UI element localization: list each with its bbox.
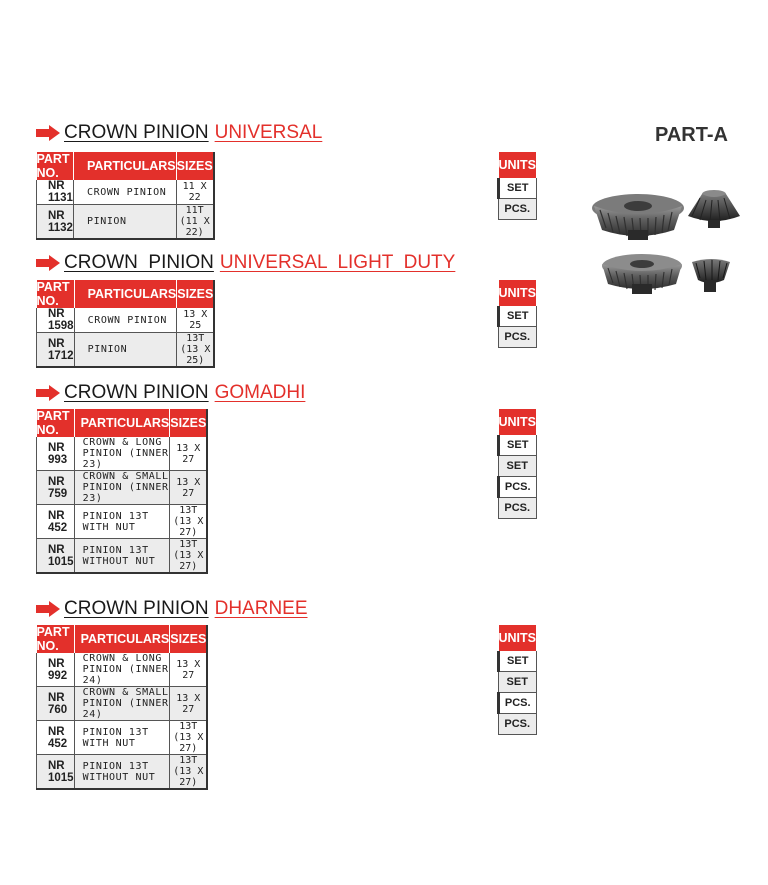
particulars-cell: PINION — [73, 205, 176, 240]
size-cell: 13 X 27 — [170, 653, 208, 687]
column-header-particulars: PARTICULARS — [74, 625, 170, 653]
size-cell: 13T (13 X 27) — [170, 539, 208, 574]
parts-table — [36, 280, 215, 368]
section-title — [36, 252, 455, 274]
unit-cell: SET — [499, 435, 537, 456]
section-title-accent: UNIVERSAL LIGHT DUTY — [219, 252, 456, 273]
section-title-main: CROWN PINION — [64, 122, 209, 143]
section-title-accent: DHARNEE — [214, 598, 308, 619]
unit-cell: SET — [499, 672, 537, 693]
part-no-cell: NR 1015 — [37, 755, 75, 790]
column-header-units: UNITS — [499, 152, 537, 178]
part-no-cell: NR 1712 — [37, 333, 75, 368]
particulars-cell: CROWN & SMALL PINION (INNER 23) — [74, 471, 170, 505]
section-title-main: CROWN PINION — [64, 252, 214, 273]
parts-table — [36, 409, 208, 574]
section-title — [36, 122, 322, 144]
size-cell: 13 X 25 — [177, 308, 215, 333]
section-title — [36, 598, 308, 620]
unit-cell: SET — [499, 456, 537, 477]
crown-gear-large-bottom — [602, 254, 682, 294]
size-cell: 13T (13 X 25) — [177, 333, 215, 368]
unit-cell: PCS. — [499, 477, 537, 498]
part-no-cell: NR 1015 — [37, 539, 75, 574]
table-row — [37, 721, 208, 755]
part-no-cell: NR 760 — [37, 687, 75, 721]
table-row — [37, 180, 214, 205]
size-cell: 13T (13 X 27) — [170, 505, 208, 539]
table-row — [37, 333, 215, 368]
column-header-sizes: SIZES — [177, 280, 215, 308]
size-cell: 11T (11 X 22) — [176, 205, 214, 240]
units-table — [497, 625, 537, 735]
part-label: PART-A — [655, 124, 728, 146]
part-no-cell: NR 1598 — [37, 308, 75, 333]
pinion-gear-bottom — [692, 259, 730, 292]
part-no-cell: NR 1132 — [37, 205, 74, 240]
right-arrow-icon — [36, 385, 60, 401]
unit-cell: SET — [499, 178, 537, 199]
parts-table — [36, 625, 208, 790]
right-arrow-icon — [36, 255, 60, 271]
column-header-units: UNITS — [499, 625, 537, 651]
size-cell: 13T (13 X 27) — [170, 755, 208, 790]
particulars-cell: PINION 13T WITHOUT NUT — [74, 755, 170, 790]
size-cell: 13T (13 X 27) — [170, 721, 208, 755]
table-row — [37, 653, 208, 687]
column-header-particulars: PARTICULARS — [73, 152, 176, 180]
column-header-units: UNITS — [499, 280, 537, 306]
column-header-particulars: PARTICULARS — [74, 409, 170, 437]
part-no-cell: NR 992 — [37, 653, 75, 687]
crown-gear-large-top — [592, 194, 684, 240]
column-header-particulars: PARTICULARS — [74, 280, 177, 308]
column-header-part-no: PART NO. — [37, 409, 75, 437]
particulars-cell: PINION 13T WITH NUT — [74, 721, 170, 755]
particulars-cell: CROWN & LONG PINION (INNER 24) — [74, 653, 170, 687]
pinion-gear-top — [688, 190, 740, 228]
right-arrow-icon — [36, 601, 60, 617]
unit-cell: PCS. — [499, 714, 537, 735]
table-row — [37, 205, 214, 240]
unit-cell: SET — [499, 651, 537, 672]
table-row — [37, 505, 208, 539]
particulars-cell: CROWN PINION — [74, 308, 177, 333]
particulars-cell: PINION 13T WITHOUT NUT — [74, 539, 170, 574]
column-header-part-no: PART NO. — [37, 280, 75, 308]
section-title-accent: UNIVERSAL — [214, 122, 323, 143]
particulars-cell: PINION 13T WITH NUT — [74, 505, 170, 539]
table-row — [37, 755, 208, 790]
size-cell: 13 X 27 — [170, 687, 208, 721]
unit-cell: PCS. — [499, 327, 537, 348]
part-no-cell: NR 993 — [37, 437, 75, 471]
part-no-cell: NR 759 — [37, 471, 75, 505]
unit-cell: PCS. — [499, 498, 537, 519]
column-header-part-no: PART NO. — [37, 152, 74, 180]
table-row — [37, 687, 208, 721]
column-header-part-no: PART NO. — [37, 625, 75, 653]
particulars-cell: CROWN & LONG PINION (INNER 23) — [74, 437, 170, 471]
section-title-main: CROWN PINION — [64, 598, 209, 619]
table-row — [37, 437, 208, 471]
unit-cell: PCS. — [499, 693, 537, 714]
particulars-cell: PINION — [74, 333, 177, 368]
table-row — [37, 308, 215, 333]
part-no-cell: NR 1131 — [37, 180, 74, 205]
units-table — [497, 409, 537, 519]
table-row — [37, 471, 208, 505]
size-cell: 13 X 27 — [170, 471, 208, 505]
column-header-sizes: SIZES — [170, 409, 208, 437]
section-title — [36, 382, 305, 404]
size-cell: 13 X 27 — [170, 437, 208, 471]
table-row — [37, 539, 208, 574]
gear-set-image — [588, 170, 748, 310]
units-table — [497, 280, 537, 348]
unit-cell: PCS. — [499, 199, 537, 220]
particulars-cell: CROWN PINION — [73, 180, 176, 205]
part-no-cell: NR 452 — [37, 721, 75, 755]
units-table — [497, 152, 537, 220]
size-cell: 11 X 22 — [176, 180, 214, 205]
column-header-sizes: SIZES — [176, 152, 214, 180]
section-title-accent: GOMADHI — [214, 382, 306, 403]
right-arrow-icon — [36, 125, 60, 141]
parts-table — [36, 152, 215, 240]
column-header-sizes: SIZES — [170, 625, 208, 653]
section-title-main: CROWN PINION — [64, 382, 209, 403]
unit-cell: SET — [499, 306, 537, 327]
particulars-cell: CROWN & SMALL PINION (INNER 24) — [74, 687, 170, 721]
column-header-units: UNITS — [499, 409, 537, 435]
part-no-cell: NR 452 — [37, 505, 75, 539]
